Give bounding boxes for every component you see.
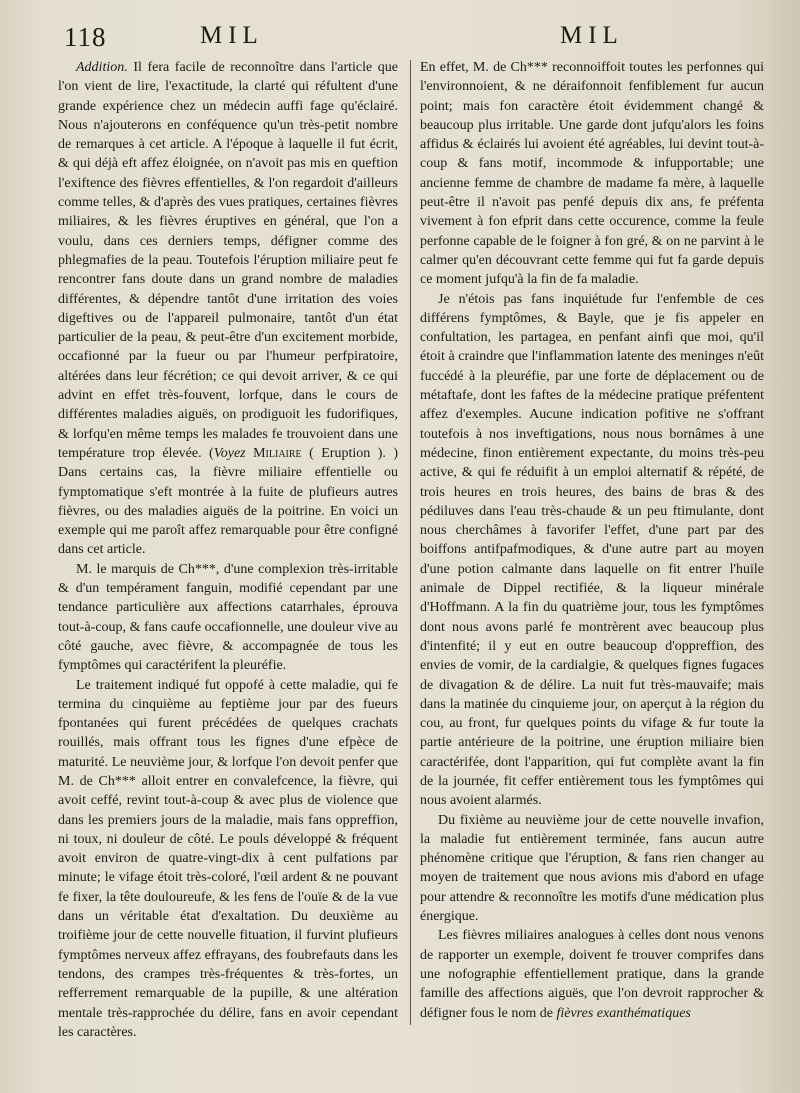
paragraph-resolution: Du fixième au neuvième jour de cette nouvelle invafion, la maladie fut entièrement terminée, fans aucun autre phénomène critique que l'éruption, & fans rien changer au moyen de traitement que nous avions mis d'abord en ufage pour attendre & reconnoître les motifs d'une médication plus énergique. bbox=[420, 812, 764, 925]
page-number: 118 bbox=[64, 22, 107, 52]
left-column bbox=[58, 58, 398, 1042]
running-head-left: MIL bbox=[200, 22, 264, 49]
addition-label: Addition. bbox=[76, 60, 128, 75]
right-column bbox=[420, 58, 764, 1023]
column-divider bbox=[410, 60, 411, 1025]
voyez-ref: Voyez bbox=[213, 445, 246, 461]
paragraph-text: Il fera facile de reconnoître dans l'article que l'on vient de lire, l'exactitude, la clarté qui réfultent d'une grande expérience chez un médecin auffi fage qu'éclairé. Nous n'ajouterons en conféquence qu'un très-petit nombre de remarques à cet article. A l'époque à laquelle il fut écrit, & qui déjà eft affez éloignée, on n'avoit pas mis en queftion l'exiftence des fièvres effentielles, & l'on regardoit d'ailleurs comme telles, & d'après des vues pratiques, certaines fièvres miliaires, & les fièvres éruptives en général, que l'on a voulu, dans ces derniers temps, défigner comme des phlegmafies de la peau. Toutefois l'éruption miliaire peut fe rencontrer fans doute dans un grand nombre de maladies différentes, & dépendre tantôt d'une irritation des voies digeftives ou de l'appareil pulmonaire, tantôt d'un état particulier de la peau, & peut-être d'un excitement morbide, occafionné par la fueur ou par l'humeur perfpiratoire, altérées dans leur fécrétion; ce qui devoit arriver, & ce qui advint en effet très-fouvent, lorfque, dans le cours de différentes maladies aiguës, on prodiguoit les fudorifiques, & lorfqu'en même temps les malades fe trouvoient dans une température trop élevée. ( bbox=[58, 60, 398, 461]
fievres-term: fièvres exanthématiques bbox=[556, 1005, 691, 1021]
paragraph-case-intro: M. le marquis de Ch***, d'une complexion très-irritable & d'un tempérament fanguin, modifié cependant par une tendance particulière aux affections catarrhales, éprouva tout-à-coup, & fans caufe occafionnelle, une douleur vive au côté gauche, avec fièvre, & accompagnée de tous les fymptômes qui caractérifent la pleuréfie. bbox=[58, 561, 398, 674]
paragraph-consultation: Je n'étois pas fans inquiétude fur l'enfemble de ces différens fymptômes, & Bayle, que je fis appeler en confultation, les partagea, en penfant ainfi que moi, qu'il étoit à craindre que l'inflammation latente des meninges n'eût fuccédé à la pleuréfie, par une forte de déplacement ou de métaftafe, dont les faftes de la médecine pratique préfentent affez d'exemples. Aucune indication pofitive ne s'offrant toutefois à nos inveftigations, nous nous bornâmes à une médecine, finon entièrement expectante, du moins très-peu active, & qui fe réduifit à un emploi alternatif & répété, de trois heures en trois heures, des bains de bras & des pédiluves dans l'eau très-chaude & un peu ftimulante, dont nous cherchâmes à favorifer l'effet, d'une part par des boiffons antifpafmodiques, & d'une autre part au moyen d'une potion calmante dans laquelle on fit entrer l'huile animale de Dippel rectifiée, & la liqueur minérale d'Hoffmann. A la fin du quatrième jour, tous les fymptômes dont nous avons parlé fe montrèrent avec beaucoup plus d'intenfité; il y eut en outre beaucoup d'oppreffion, des envies de vomir, de la cardialgie, & quelques fignes fugaces de divagation & de délire. La nuit fut très-mauvaife; mais dans la matinée du cinquieme jour, on aperçut à la région du cou, au front, fur quelques points du vifage & fur toute la partie antérieure de la poitrine, une éruption miliaire bien caractérifée, dont l'apparition, qui fut complète avant la fin de la journée, fit ceffer entièrement tous les fymptômes qui nous avoient alarmés. bbox=[420, 291, 764, 809]
paragraph-continuation: En effet, M. de Ch*** reconnoiffoit toutes les perfonnes qui l'environnoient, & ne déraifonnoit fenfiblement fur aucun point; mais fon caractère étoit évidemment changé & beaucoup plus irritable. Une garde dont jufqu'alors les foins affidus & éclairés lui avoient été agréables, lui devint tout-à-coup & fans motif, incommode & infupportable; une ancienne femme de chambre de madame fa mère, à laquelle peut-être il n'avoit pas penfé depuis dix ans, fe préfenta vivement à fon efprit dans cette occurence, comme la feule perfonne capable de le foigner à fon gré, & on ne parvint à le calmer qu'en découvrant cette femme qui fut fa garde depuis ce moment jufqu'à la fin de fa maladie. bbox=[420, 60, 764, 288]
paragraph-treatment: Le traitement indiqué fut oppofé à cette maladie, qui fe termina du cinquième au feptième jour par des fueurs fpontanées qui furent précédées de quelques crachats rouillés, mais offrant tous les fignes d'une efpèce de maturité. Le neuvième jour, & lorfque l'on devoit penfer que M. de Ch*** alloit entrer en convalefcence, la fièvre, qui avoit ceffé, revint tout-à-coup & avec plus de violence que dans les premiers jours de la maladie, mais fans oppreffion, ni toux, ni douleur de côté. Le pouls développé & fréquent avoit environ de quatre-vingt-dix à cent pulfations par minute; le vifage étoit très-coloré, l'œil ardent & ne pouvant fe fixer, la tête douloureufe, & les fens de l'ouïe & de la vue dans un véritable état d'exaltation. Du deuxième au troifième jour de cette nouvelle fituation, il furvint plufieurs fymptômes nerveux affez effrayans, des foubrefauts dans les tendons, des crampes très-fréquentes & très-fortes, un refferrement remarquable de la pupille, & une altération mentale très-rapprochée du délire, fans en avoir cependant les caractères. bbox=[58, 677, 398, 1040]
paragraph-text: Les fièvres miliaires analogues à celles dont nous venons de rapporter un exemple, doivent fe trouver comprifes dans une nofographie effentiellement pratique, dans la grande famille des affections aiguës, que l'on devroit rapprocher & défigner fous le nom de bbox=[420, 928, 764, 1021]
paragraph-text: ( Eruption ). ) Dans certains cas, la fièvre miliaire effentielle ou fymptomatique s'eft montrée à la fuite de plufieurs autres fièvres, ou des maladies aiguës de la poitrine. En voici un exemple qui me paroît affez remarquable pour être configné dans cet article. bbox=[58, 445, 399, 558]
paragraph-addition bbox=[58, 58, 398, 560]
paragraph-classification bbox=[420, 926, 764, 1022]
miliaire-ref: Miliaire bbox=[245, 445, 302, 461]
running-head-right: MIL bbox=[560, 22, 624, 49]
page-header bbox=[0, 22, 800, 56]
